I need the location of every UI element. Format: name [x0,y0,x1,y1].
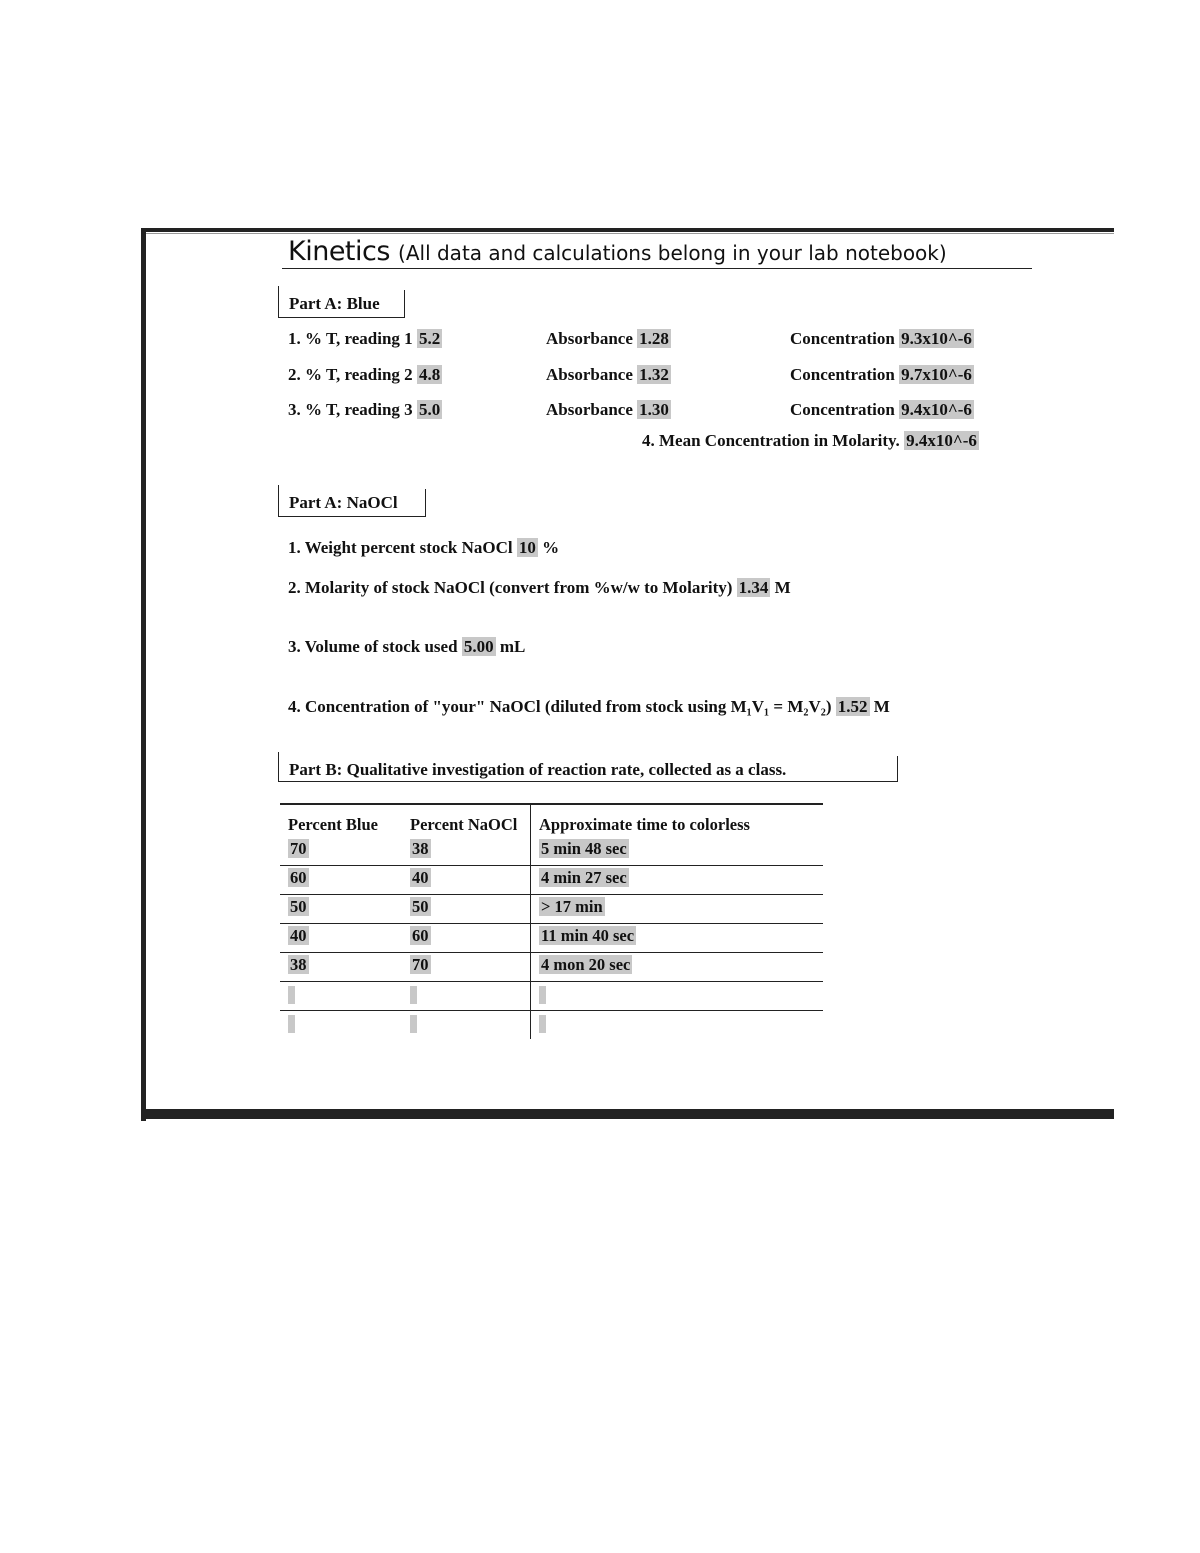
cell-value[interactable]: 11 min 40 sec [541,926,635,945]
cell-value[interactable]: > 17 min [541,897,603,916]
cell-value[interactable]: 50 [290,897,307,916]
cell-value[interactable]: 60 [412,926,429,945]
cell-value[interactable]: 4 min 27 sec [541,868,627,887]
table-row [280,953,823,982]
absorbance-2 [546,365,671,385]
frame-bottom-edge [141,1109,1114,1119]
reading-1-row [288,329,442,349]
reading-3-row [288,400,442,420]
table-cell[interactable] [531,924,824,953]
table-cell[interactable] [531,895,824,924]
concentration-label: Concentration [790,400,895,419]
empty-field-marker[interactable] [410,986,417,1004]
percent-t-field[interactable]: 5.0 [418,400,441,419]
table-row [280,895,823,924]
diluted-concentration-field[interactable]: 1.52 [837,697,868,716]
naocl-q1-label: 1. Weight percent stock NaOCl [288,538,513,557]
table-cell[interactable] [280,866,402,895]
concentration-2 [790,365,974,385]
section-heading-part-a-naocl [278,489,426,517]
table-cell-empty[interactable] [280,982,402,1011]
cell-value[interactable]: 50 [412,897,429,916]
table-cell[interactable] [280,895,402,924]
cell-value[interactable]: 38 [290,955,307,974]
column-header-percent-blue: Percent Blue [288,815,378,834]
table-cell[interactable] [280,924,402,953]
cell-value[interactable]: 38 [412,839,429,858]
unit-label: M [873,697,890,716]
percent-t-field[interactable]: 5.2 [418,329,441,348]
table-row-empty [280,1011,823,1040]
unit-label: mL [499,637,526,656]
table-row-empty [280,982,823,1011]
reading-2-row [288,365,442,385]
section-heading-text: Part B: Qualitative investigation of reaction rate, collected as a class. [289,760,787,779]
table-cell-empty[interactable] [280,1011,402,1040]
table-row [280,866,823,895]
column-header-time: Approximate time to colorless [531,804,824,837]
table-cell[interactable] [402,953,531,982]
section-heading-part-b [278,756,898,782]
concentration-label: Concentration [790,365,895,384]
naocl-q4-row [288,697,890,717]
reading-label: 1. % T, reading 1 [288,329,413,348]
title-main: Kinetics [288,236,390,267]
unit-label: M [774,578,791,597]
reading-label: 2. % T, reading 2 [288,365,413,384]
title-subtitle: (All data and calculations belong in your lab notebook) [398,241,947,265]
empty-field-marker[interactable] [288,986,295,1004]
cell-value[interactable]: 70 [412,955,429,974]
empty-field-marker[interactable] [288,1015,295,1033]
empty-field-marker[interactable] [539,986,546,1004]
cell-value[interactable]: 5 min 48 sec [541,839,627,858]
table-cell-empty[interactable] [402,1011,531,1040]
naocl-q2-row [288,578,791,598]
table-cell[interactable] [531,837,824,866]
table-cell[interactable] [402,837,531,866]
frame-left-edge [141,228,146,1121]
table-cell-empty[interactable] [402,982,531,1011]
naocl-q4-label: 4. Concentration of "your" NaOCl (diluted from stock using M₁V₁ = M₂V₂) [288,697,832,716]
concentration-1 [790,329,974,349]
table-header-row [280,804,823,837]
section-heading-part-a-blue [278,290,405,318]
absorbance-field[interactable]: 1.28 [639,329,669,348]
section-heading-text: Part A: Blue [289,294,380,313]
empty-field-marker[interactable] [539,1015,546,1033]
mean-concentration-row [642,431,979,451]
cell-value[interactable]: 60 [290,868,307,887]
cell-value[interactable]: 40 [290,926,307,945]
naocl-q2-label: 2. Molarity of stock NaOCl (convert from %w/w to Molarity) [288,578,733,597]
unit-label: % [542,538,560,557]
title-underline [282,268,1032,269]
column-header-percent-naocl: Percent NaOCl [410,815,518,834]
absorbance-label: Absorbance [546,329,633,348]
mean-concentration-label: 4. Mean Concentration in Molarity. [642,431,900,450]
table-cell[interactable] [531,866,824,895]
percent-t-field[interactable]: 4.8 [418,365,441,384]
reading-label: 3. % T, reading 3 [288,400,413,419]
table-cell-empty[interactable] [531,1011,824,1040]
naocl-q3-row [288,637,525,657]
absorbance-1 [546,329,671,349]
class-data-table [280,803,823,1039]
absorbance-field[interactable]: 1.30 [639,400,669,419]
concentration-field[interactable]: 9.7x10^-6 [901,365,972,384]
cell-value[interactable]: 70 [290,839,307,858]
cell-value[interactable]: 4 mon 20 sec [541,955,631,974]
absorbance-3 [546,400,671,420]
stock-volume-field[interactable]: 5.00 [463,637,494,656]
frame-top-edge [141,228,1114,232]
table-row [280,924,823,953]
absorbance-label: Absorbance [546,365,633,384]
mean-concentration-field[interactable]: 9.4x10^-6 [906,431,977,450]
table-cell[interactable] [402,924,531,953]
concentration-3 [790,400,974,420]
concentration-label: Concentration [790,329,895,348]
empty-field-marker[interactable] [410,1015,417,1033]
naocl-q3-label: 3. Volume of stock used [288,637,458,656]
stock-molarity-field[interactable]: 1.34 [738,578,769,597]
table-row [280,837,823,866]
table-cell[interactable] [402,895,531,924]
table-cell[interactable] [280,953,402,982]
table-cell[interactable] [531,953,824,982]
page-title [288,236,947,267]
frame-top-line [141,233,1114,234]
cell-value[interactable]: 40 [412,868,429,887]
table-cell[interactable] [280,837,402,866]
absorbance-field[interactable]: 1.32 [639,365,669,384]
absorbance-label: Absorbance [546,400,633,419]
table-cell[interactable] [402,866,531,895]
naocl-q1-row [288,538,559,558]
concentration-field[interactable]: 9.4x10^-6 [901,400,972,419]
concentration-field[interactable]: 9.3x10^-6 [901,329,972,348]
table-cell-empty[interactable] [531,982,824,1011]
weight-percent-field[interactable]: 10 [518,538,536,557]
section-heading-text: Part A: NaOCl [289,493,398,512]
